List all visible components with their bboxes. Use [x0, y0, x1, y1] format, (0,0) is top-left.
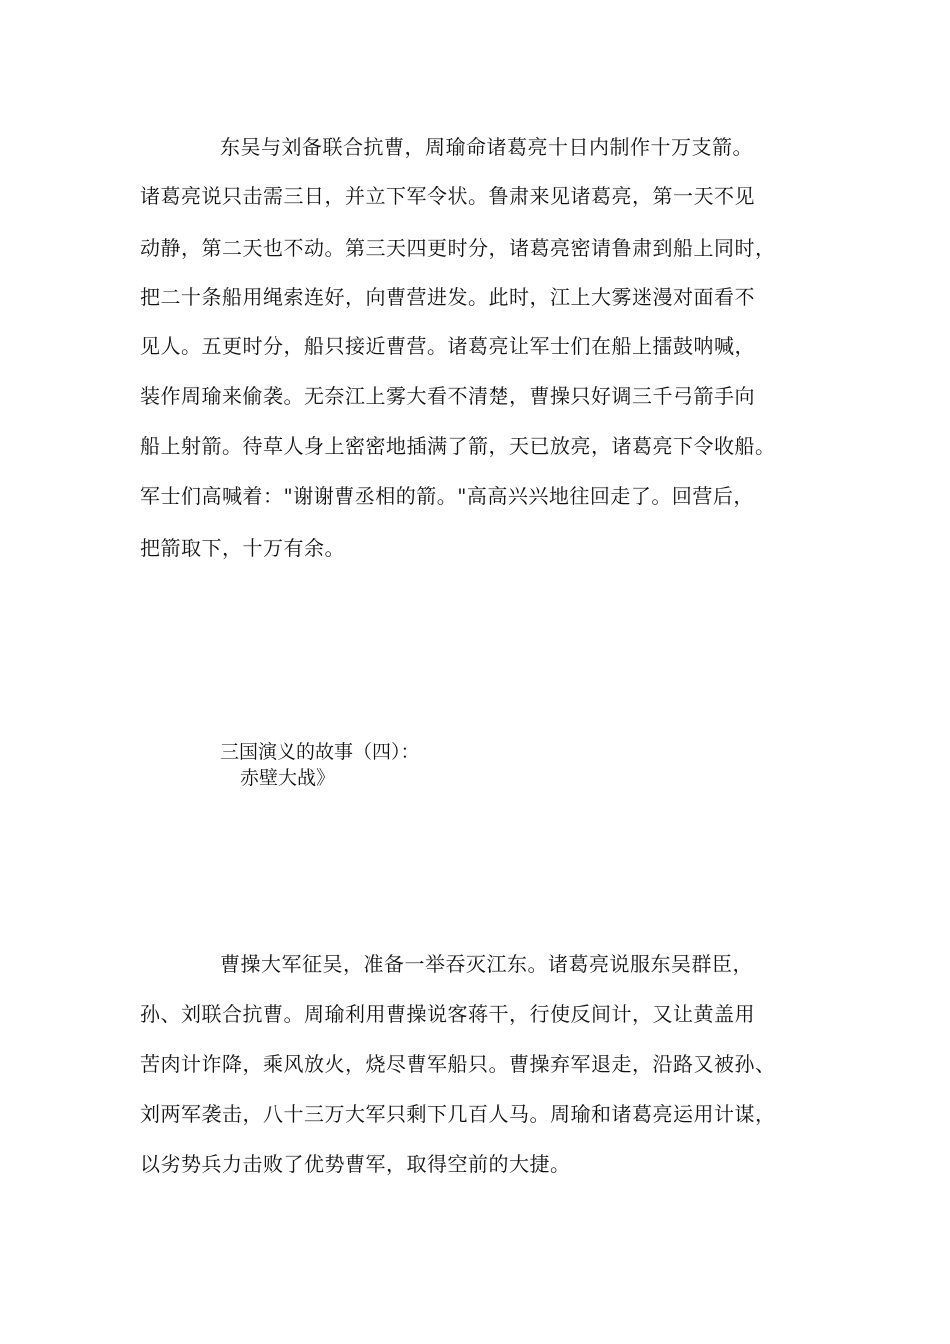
paragraph-line: 装作周瑜来偷袭。无奈江上雾大看不清楚，曹操只好调三千弓箭手向	[140, 384, 755, 408]
paragraph-line: 苦肉计诈降，乘风放火，烧尽曹军船只。曹操弃军退走，沿路又被孙、	[140, 1052, 776, 1076]
paragraph-line: 孙、刘联合抗曹。周瑜利用曹操说客蒋干，行使反间计，又让黄盖用	[140, 1002, 755, 1026]
paragraph-line: 把二十条船用绳索连好，向曹营进发。此时，江上大雾迷漫对面看不	[140, 285, 755, 309]
paragraph-line: 军士们高喊着："谢谢曹丞相的箭。"高高兴兴地往回走了。回营后，	[140, 484, 754, 508]
paragraph-line: 以劣势兵力击败了优势曹军，取得空前的大捷。	[140, 1152, 571, 1176]
paragraph-line: 动静，第二天也不动。第三天四更时分，诸葛亮密请鲁肃到船上同时，	[140, 236, 776, 260]
paragraph-line: 船上射箭。待草人身上密密地插满了箭，天已放亮，诸葛亮下令收船。	[140, 434, 776, 458]
heading-line-2: 赤壁大战》	[240, 767, 336, 789]
paragraph-line: 东吴与刘备联合抗曹，周瑜命诸葛亮十日内制作十万支箭。	[220, 135, 753, 159]
paragraph-line: 见人。五更时分，船只接近曹营。诸葛亮让军士们在船上擂鼓呐喊，	[140, 334, 755, 358]
paragraph-line: 诸葛亮说只击需三日，并立下军令状。鲁肃来见诸葛亮，第一天不见	[140, 184, 755, 208]
paragraph-line: 曹操大军征吴，准备一举吞灭江东。诸葛亮说服东吴群臣，	[220, 952, 753, 976]
paragraph-line: 刘两军袭击，八十三万大军只剩下几百人马。周瑜和诸葛亮运用计谋，	[140, 1102, 776, 1126]
paragraph-line: 把箭取下，十万有余。	[140, 536, 345, 560]
heading-line-1: 三国演义的故事（四）：	[220, 741, 420, 763]
